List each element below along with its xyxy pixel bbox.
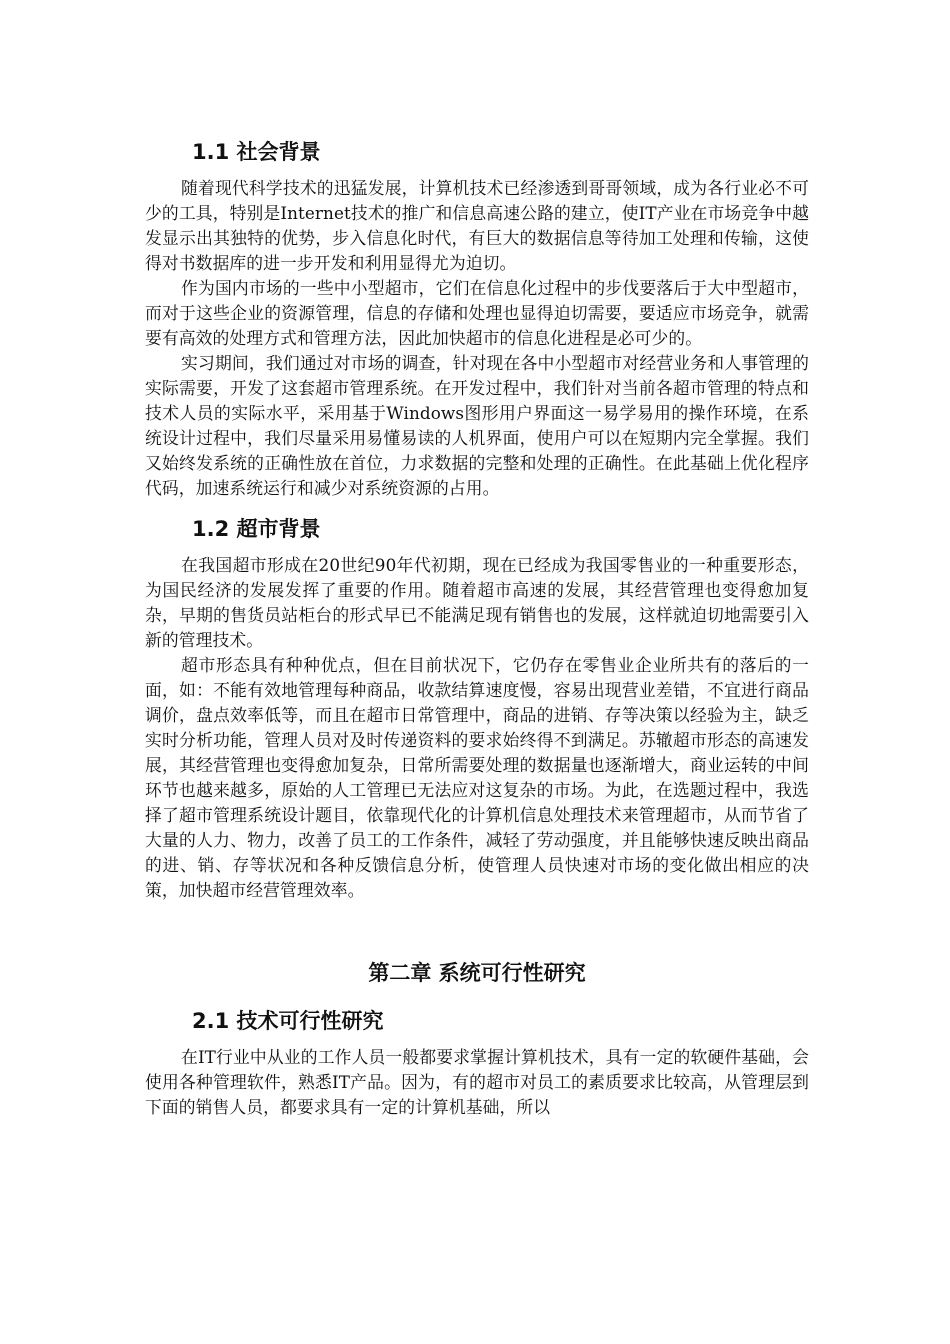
- paragraph-1-1-2: 作为国内市场的一些中小型超市，它们在信息化过程中的步伐要落后于大中型超市，而对于这些企业的资源管理，信息的存储和处理也显得迫切需要，要适应市场竞争，就需要有高效的处理方式和管理方法，因此加快超市的信息化进程是必可少的。: [145, 278, 809, 348]
- document-page: [145, 128, 809, 1120]
- section-heading-1-1: 1.1 社会背景: [192, 140, 321, 164]
- paragraph-1-1-3: 实习期间，我们通过对市场的调查，针对现在各中小型超市对经营业务和人事管理的实际需要，开发了这套超市管理系统。在开发过程中，我们针对当前各超市管理的特点和技术人员的实际水平，采用基于Windows图形用户界面这一易学易用的操作环境，在系统设计过程中，我们尽量采用易懂易读的人机界面，使用户可以在短期内完全掌握。我们又始终发系统的正确性放在首位，力求数据的完整和处理的正确性。在此基础上优化程序代码，加速系统运行和减少对系统资源的占用。: [145, 353, 809, 498]
- section-heading-2-1: 2.1 技术可行性研究: [192, 1009, 384, 1033]
- chapter-title: 第二章 系统可行性研究: [368, 961, 586, 985]
- paragraph-1-2-2: 超市形态具有种种优点，但在目前状况下，它仍存在零售业企业所共有的落后的一面，如：不能有效地管理每种商品，收款结算速度慢，容易出现营业差错，不宜进行商品调价，盘点效率低等，而且在超市日常管理中，商品的进销、存等决策以经验为主，缺乏实时分析功能，管理人员对及时传递资料的要求始终得不到满足。苏辙超市形态的高速发展，其经营管理也变得愈加复杂，日常所需要处理的数据量也逐渐增大，商业运转的中间环节也越来越多，原始的人工管理已无法应对这复杂的市场。为此，在选题过程中，我选择了超市管理系统设计题目，依靠现代化的计算机信息处理技术来管理超市，从而节省了大量的人力、物力，改善了员工的工作条件，减轻了劳动强度，并且能够快速反映出商品的进、销、存等状况和各种反馈信息分析，使管理人员快速对市场的变化做出相应的决策，加快超市经营管理效率。: [145, 655, 809, 900]
- paragraph-2-1-1: 在IT行业中从业的工作人员一般都要求掌握计算机技术，具有一定的软硬件基础，会使用各种管理软件，熟悉IT产品。因为，有的超市对员工的素质要求比较高，从管理层到下面的销售人员，都要求具有一定的计算机基础，所以: [145, 1047, 809, 1117]
- section-heading-1-2: 1.2 超市背景: [192, 517, 321, 541]
- paragraph-1-2-1: 在我国超市形成在20世纪90年代初期，现在已经成为我国零售业的一种重要形态，为国民经济的发展发挥了重要的作用。随着超市高速的发展，其经营管理也变得愈加复杂，早期的售货员站柜台的形式早已不能满足现有销售也的发展，这样就迫切地需要引入新的管理技术。: [145, 555, 809, 650]
- paragraph-1-1-1: 随着现代科学技术的迅猛发展，计算机技术已经渗透到哥哥领域，成为各行业必不可少的工具，特别是Internet技术的推广和信息高速公路的建立，使IT产业在市场竞争中越发显示出其独特的优势，步入信息化时代，有巨大的数据信息等待加工处理和传输，这使得对书数据库的进一步开发和利用显得尤为迫切。: [145, 178, 809, 273]
